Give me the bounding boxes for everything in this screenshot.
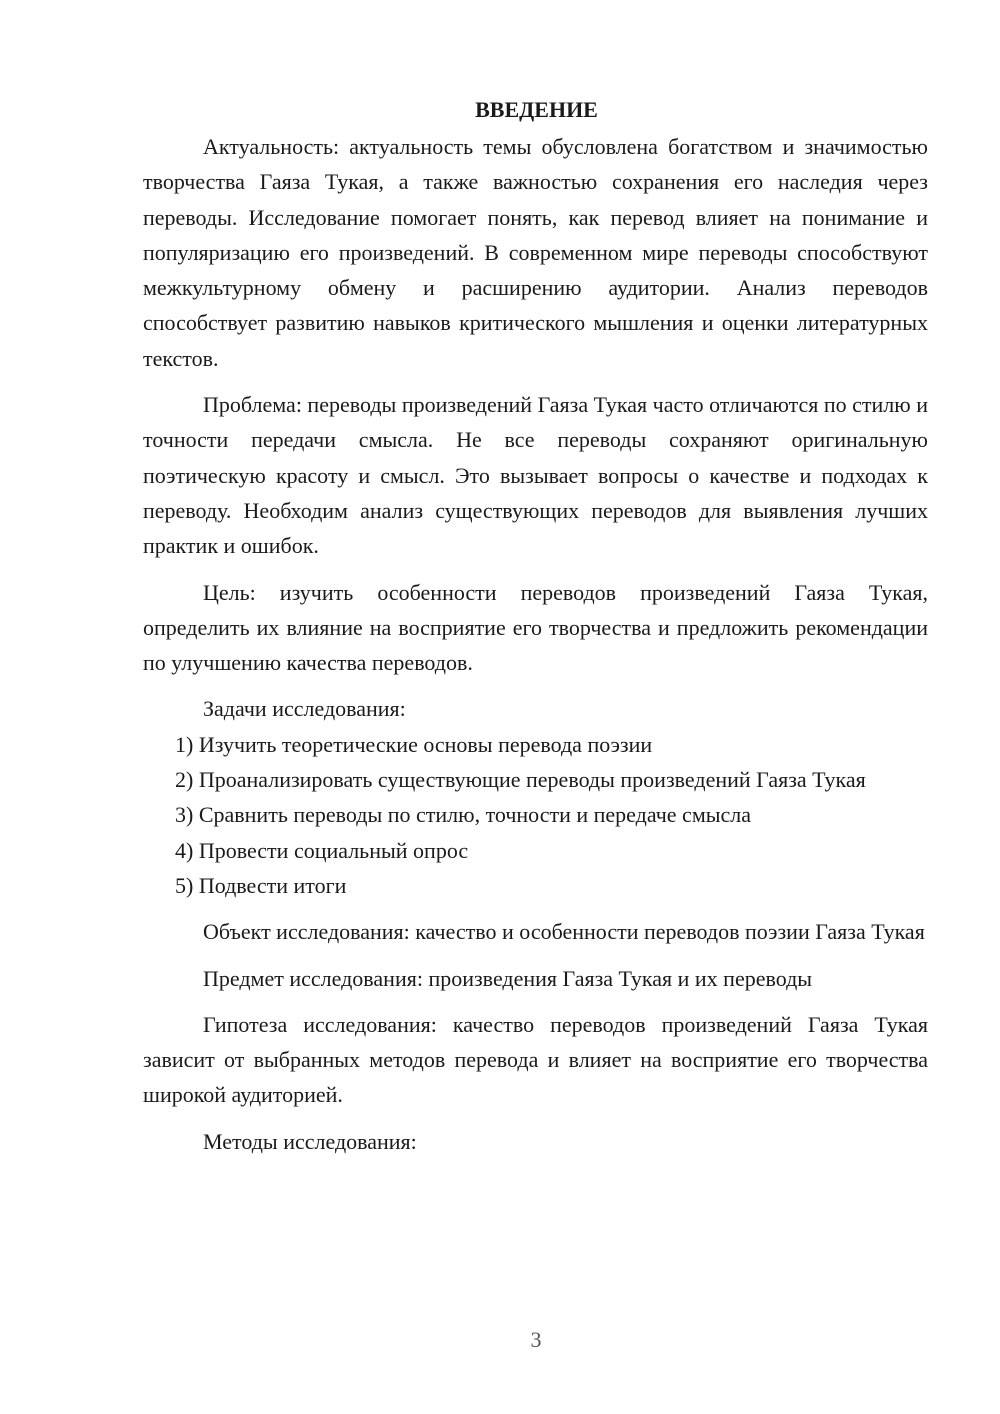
- goal-paragraph: Цель: изучить особенности переводов произведений Гаяза Тукая, определить их влияние на восприятие его творчества и предложить рекомендации по улучшению качества переводов.: [143, 579, 928, 676]
- page-number: 3: [530, 1327, 542, 1352]
- subject-paragraph: Предмет исследования: произведения Гаяза Тукая и их переводы: [203, 965, 813, 991]
- task-item: 5) Подвести итоги: [175, 872, 347, 898]
- task-item: 2) Проанализировать существующие переводы произведений Гаяза Тукая: [175, 767, 866, 793]
- page-content: [143, 95, 928, 1159]
- page-title: ВВЕДЕНИЕ: [475, 97, 598, 122]
- relevance-paragraph: Актуальность: актуальность темы обусловлена богатством и значимостью творчества Гаяза Тукая, а также важностью сохранения его наследия через переводы. Исследование помогает понять, как перевод влияет на понимание и популяризацию его произведений. В современном мире переводы способствуют межкультурному обмену и расширению аудитории. Анализ переводов способствует развитию навыков критического мышления и оценки литературных текстов.: [143, 134, 928, 371]
- problem-paragraph: Проблема: переводы произведений Гаяза Тукая часто отличаются по стилю и точности передачи смысла. Не все переводы сохраняют оригинальную поэтическую красоту и смысл. Это вызывает вопросы о качестве и подходах к переводу. Необходим анализ существующих переводов для выявления лучших практик и ошибок.: [143, 392, 928, 559]
- object-paragraph: Объект исследования: качество и особенности переводов поэзии Гаяза Тукая: [203, 919, 925, 945]
- methods-heading: Методы исследования:: [203, 1128, 417, 1154]
- task-item: 3) Сравнить переводы по стилю, точности и передаче смысла: [175, 802, 752, 828]
- task-item: 4) Провести социальный опрос: [175, 837, 469, 863]
- hypothesis-paragraph: Гипотеза исследования: качество переводов произведений Гаяза Тукая зависит от выбранных методов перевода и влияет на восприятие его творчества широкой аудиторией.: [143, 1011, 928, 1108]
- tasks-heading: Задачи исследования:: [203, 696, 406, 722]
- task-item: 1) Изучить теоретические основы перевода поэзии: [175, 731, 653, 757]
